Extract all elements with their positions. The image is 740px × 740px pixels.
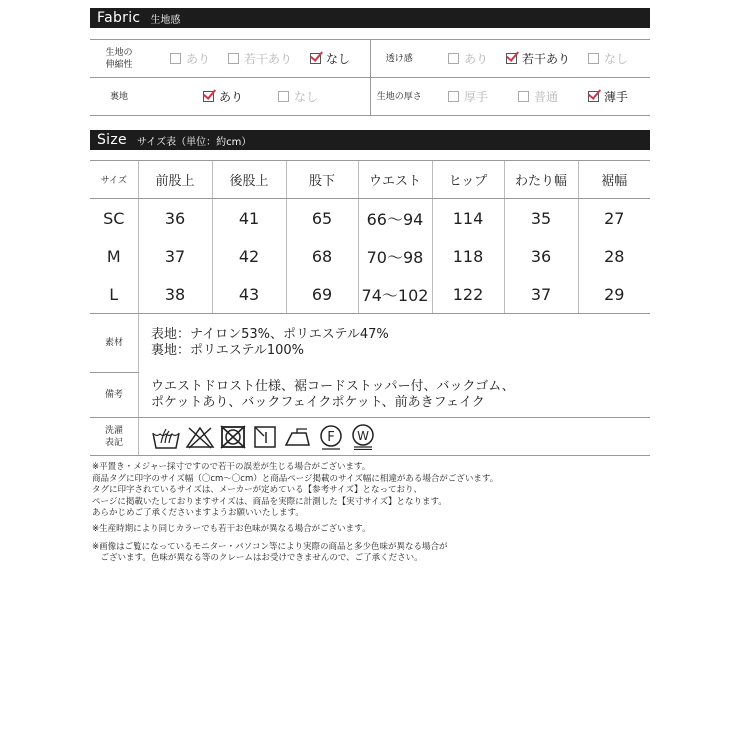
sheer-option-jakkan[interactable]: 若干あり <box>506 50 570 67</box>
table-cell: M <box>106 246 121 266</box>
stretch-label: 生地の 伸縮性 <box>90 40 148 78</box>
footnote: ※生産時期により同じカラーでも若干お色味が異なる場合がございます。 <box>92 523 371 534</box>
footnote: ※画像はご覧になっているモニター・パソコン等により実際の商品と多少色味が異なる場合が <box>92 541 448 552</box>
lining-option-ari[interactable]: あり <box>203 88 243 105</box>
sheer-option-nashi[interactable]: なし <box>588 50 628 67</box>
table-cell: 42 <box>212 237 286 275</box>
table-cell: 38 <box>138 275 212 314</box>
checkbox-icon <box>170 53 181 64</box>
size-header-en: Size <box>97 132 127 148</box>
sheer-option-ari[interactable]: あり <box>448 50 488 67</box>
lining-option-nashi[interactable]: なし <box>278 88 318 105</box>
checkbox-icon <box>518 91 529 102</box>
care-icons <box>139 418 651 456</box>
fabric-header-jp: 生地感 <box>150 14 181 26</box>
table-cell: 27 <box>578 199 650 238</box>
table-cell: 36 <box>138 199 212 238</box>
col-header: サイズ <box>90 161 138 199</box>
footnote: 商品タグに印字のサイズ幅（〇cm〜〇cm）と商品ページ掲載のサイズ幅に相違がある場合がございます。 <box>92 473 499 484</box>
size-header-row <box>90 161 650 199</box>
line-dry-shade-icon <box>251 424 279 450</box>
col-header: 前股上 <box>138 161 212 199</box>
checkbox-icon <box>588 53 599 64</box>
table-cell: L <box>90 275 138 314</box>
col-header: 股下 <box>286 161 358 199</box>
footnotes <box>92 462 652 565</box>
footnote: ございます。色味が異なる等のクレームはお受けできませんので、ご了承ください。 <box>92 553 423 564</box>
checkbox-icon <box>448 53 459 64</box>
checkbox-icon <box>228 53 239 64</box>
table-cell: SC <box>103 208 125 228</box>
col-header: 後股上 <box>212 161 286 199</box>
thickness-option-atsude[interactable]: 厚手 <box>448 88 488 105</box>
checkbox-icon <box>448 91 459 102</box>
table-cell: 69 <box>286 275 358 314</box>
care-label: 洗濯 表記 <box>90 418 139 456</box>
size-table <box>90 160 650 314</box>
table-cell: 43 <box>212 275 286 314</box>
col-header: ウエスト <box>358 161 432 199</box>
table-cell: 28 <box>578 237 650 275</box>
no-tumble-dry-icon <box>219 424 247 450</box>
sheer-options <box>428 40 650 78</box>
footnote: タグに印字されているサイズは、メーカーが定めている【参考サイズ】となっており、 <box>92 485 422 496</box>
notes-text <box>139 373 651 418</box>
fabric-table <box>90 39 650 116</box>
table-row <box>90 199 650 238</box>
footnote: ページに掲載いたしておりますサイズは、商品を実際に計測した【実寸サイズ】となります。 <box>92 496 447 507</box>
stretch-option-ari[interactable]: あり <box>170 50 210 67</box>
no-bleach-icon <box>185 424 215 450</box>
table-cell: 74〜102 <box>358 275 432 314</box>
checkbox-icon <box>278 91 289 102</box>
thickness-options <box>428 78 650 116</box>
material-line: 表地：ナイロン53%、ポリエステル47% <box>151 327 389 343</box>
table-cell: 65 <box>286 199 358 238</box>
table-cell: 36 <box>504 237 578 275</box>
table-cell: 122 <box>432 275 504 314</box>
table-cell: 118 <box>432 237 504 275</box>
col-header: ヒップ <box>432 161 504 199</box>
stretch-options <box>148 40 370 78</box>
spec-sheet <box>90 8 650 456</box>
thickness-option-usude[interactable]: 薄手 <box>588 88 628 105</box>
thickness-option-futsu[interactable]: 普通 <box>518 88 558 105</box>
fabric-header-en: Fabric <box>97 10 141 26</box>
checkbox-icon <box>588 91 599 102</box>
iron-low-icon <box>283 424 313 450</box>
table-cell: 68 <box>286 237 358 275</box>
dry-clean-f-icon <box>317 424 345 450</box>
col-header: わたり幅 <box>504 161 578 199</box>
wet-clean-w-icon <box>349 424 377 450</box>
footnote: ※平置き・メジャー採寸ですので若干の誤差が生じる場合がございます。 <box>92 462 371 472</box>
table-row <box>90 237 650 275</box>
fabric-row-2 <box>90 78 650 116</box>
table-cell: 35 <box>504 199 578 238</box>
table-row <box>90 275 650 314</box>
thickness-label: 生地の厚さ <box>370 78 428 116</box>
svg-text:F: F <box>327 429 335 445</box>
fabric-row-1 <box>90 40 650 78</box>
lining-label: 裏地 <box>90 78 148 116</box>
care-row <box>90 418 650 456</box>
hand-wash-30-icon <box>151 424 181 450</box>
material-row <box>90 314 650 373</box>
size-header-jp: サイズ表（単位：約cm） <box>136 136 252 148</box>
notes-row <box>90 373 650 418</box>
stretch-option-jakkan[interactable]: 若干あり <box>228 50 292 67</box>
table-cell: 114 <box>432 199 504 238</box>
stretch-option-nashi[interactable]: なし <box>310 50 350 67</box>
col-header: 裾幅 <box>578 161 650 199</box>
table-cell: 29 <box>578 275 650 314</box>
material-line: 裏地：ポリエステル100% <box>151 343 304 359</box>
notes-line: ウエストドロスト仕様、裾コードストッパー付、バックゴム、 <box>151 378 515 394</box>
size-header <box>90 130 650 150</box>
checkbox-icon <box>310 53 321 64</box>
fabric-header <box>90 8 650 28</box>
svg-text:W: W <box>357 428 369 443</box>
details-table <box>90 314 650 456</box>
checkbox-icon <box>506 53 517 64</box>
material-text <box>139 314 651 373</box>
notes-line: ポケットあり、バックフェイクポケット、前あきフェイク <box>151 394 485 410</box>
sheer-label: 透け感 <box>370 40 428 78</box>
table-cell: 70〜98 <box>358 237 432 275</box>
table-cell: 41 <box>212 199 286 238</box>
table-cell: 37 <box>504 275 578 314</box>
notes-label: 備考 <box>90 373 139 418</box>
table-cell: 37 <box>138 237 212 275</box>
material-label: 素材 <box>90 314 139 373</box>
checkbox-icon <box>203 91 214 102</box>
table-cell: 66〜94 <box>358 199 432 238</box>
lining-options <box>148 78 370 116</box>
footnote: あらかじめご了承くださいますようお願いいたします。 <box>92 508 304 519</box>
